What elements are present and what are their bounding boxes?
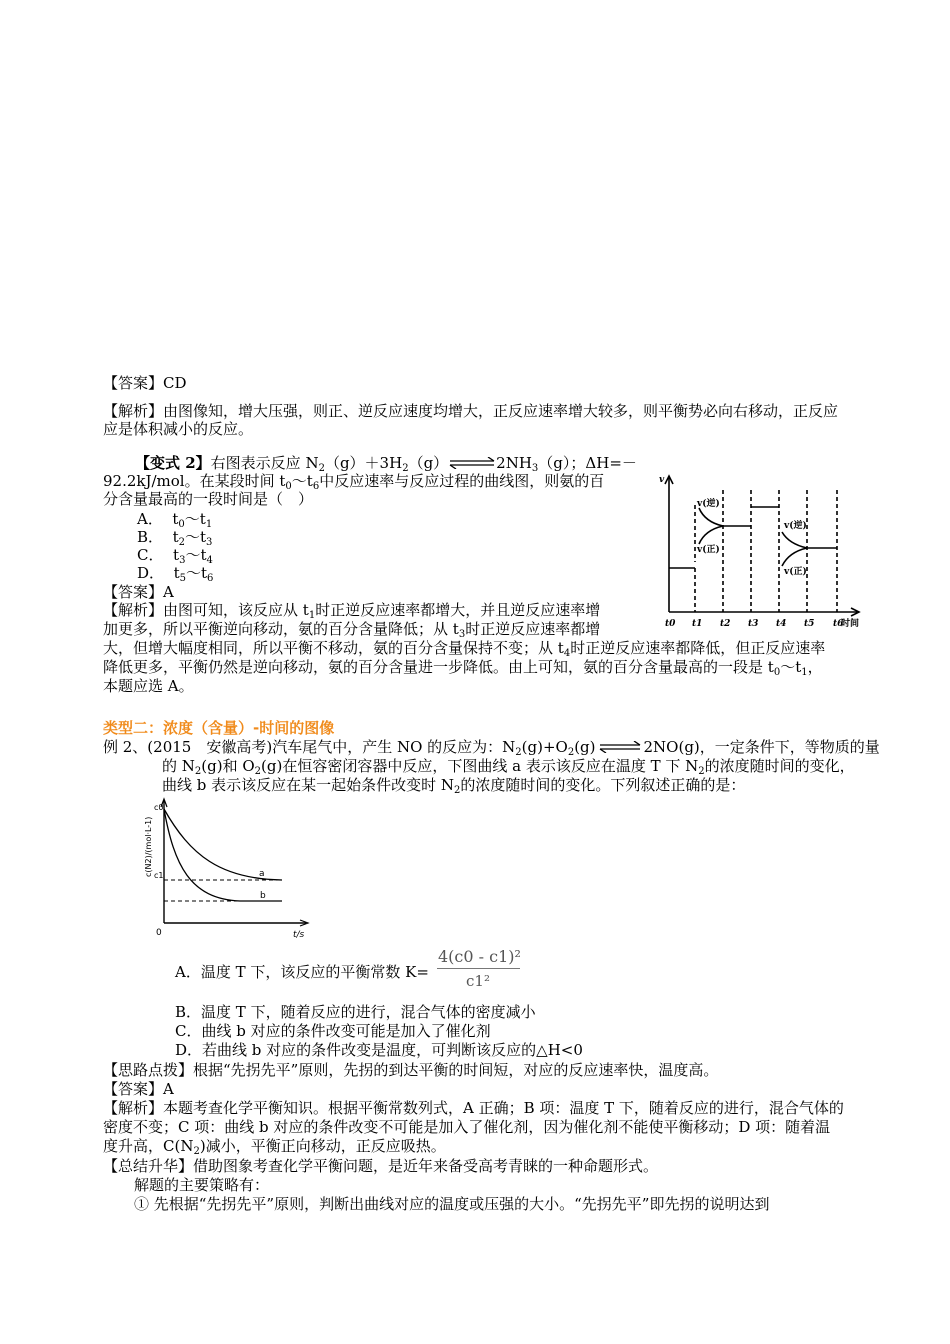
variant2-r4: （g）；ΔH=－: [538, 454, 637, 472]
analysis2-l2: 密度不变；C 项：曲线 b 对应的条件改变不可能是加入了催化剂，因为催化剂不能使平衡移动；D 项：随着温: [103, 1118, 831, 1136]
ex2-l1c: (g): [574, 738, 596, 756]
option2-b: B．温度 T 下，随着反应的进行，混合气体的密度减小: [175, 1003, 536, 1021]
variant2-r2: （g）: [408, 454, 449, 472]
ex2-l1d: 2NO(g)，一定条件下，等物质的量: [643, 738, 880, 756]
variant2-question: 分含量最高的一段时间是（ ）: [103, 490, 314, 508]
option-d: [137, 564, 213, 582]
v2-an-l2b: 时正逆反应速率都增: [465, 620, 601, 638]
label-v-reverse-2: v(逆): [784, 521, 807, 531]
summary-l3: ① 先根据“先拐先平”原则，判断出曲线对应的温度或压强的大小。“先拐先平”即先拐的说明达到: [134, 1195, 770, 1213]
label-v-reverse-1: v(逆): [697, 499, 720, 509]
tick-t3: t3: [748, 619, 759, 629]
summary-l1: 【总结升华】借助图象考查化学平衡问题，是近年来备受高考青睐的一种命题形式。: [103, 1157, 659, 1175]
option-b-sub1: 2: [178, 537, 185, 548]
ex2-l1b: (g)+O: [521, 738, 568, 756]
chart2-origin: 0: [156, 928, 162, 938]
option-a-sub1: 0: [178, 519, 185, 530]
v2-an-l1b: 时正逆反应速率都增大，并且逆反应速率增: [315, 601, 601, 619]
chart2-c1-label: c1: [154, 871, 164, 880]
option-c-letter: C．: [137, 546, 164, 564]
example2-line2: 的 $N_2(g)$和 $O_2(g)$在恒容密闭容器中反应，下图曲线 a 表示该反应在温度 T 下 $N_2$的浓度随时间的变化，: [162, 757, 855, 777]
option-d-mid: ～t: [185, 564, 208, 582]
variant2-answer: 【答案】A: [103, 583, 174, 601]
ex2-l2c: (g)在恒容密闭容器中反应，下图曲线 a 表示该反应在温度 T 下 N: [261, 757, 699, 775]
option-b-letter: B．: [137, 528, 164, 546]
variant2-analysis-l1: 【解析】由图可知，该反应从 $t_1$时正逆反应速率都增大，并且逆反应速率增: [103, 601, 601, 621]
option-c-t: t: [173, 546, 180, 564]
tip-line: 【思路点拨】根据“先拐先平”原则，先拐的到达平衡的时间短，对应的反应速率快，温度高。: [103, 1061, 719, 1079]
summary-l2: 解题的主要策略有：: [134, 1176, 270, 1194]
ex2-l2a: 的 N: [162, 757, 195, 775]
tick-t5: t5: [804, 619, 815, 629]
analysis2-l3: 度升高，$C(N_2)$减小，平衡正向移动，正反应吸热。: [103, 1137, 446, 1157]
variant2-analysis-l3: 大，但增大幅度相同，所以平衡不移动，氨的百分含量保持不变；从 $t_4$时正逆反应速率都降低，但正反应速率: [103, 639, 826, 659]
v2-an-l4a: 降低更多，平衡仍然是逆向移动，氨的百分含量进一步降低。由上可知，氨的百分含量最高的一段是 t: [103, 658, 774, 676]
option-d-letter: D．: [137, 564, 165, 582]
tick-t1: t1: [692, 619, 703, 629]
tick-t6: t6: [833, 619, 844, 629]
variant2-analysis-l2: 加更多，所以平衡逆向移动，氨的百分含量降低；从 $t_3$时正逆反应速率都增: [103, 620, 601, 640]
equilibrium-arrow-icon: [596, 739, 644, 757]
variant2-intro: 右图表示反应 N: [210, 454, 319, 472]
option-a: [137, 510, 212, 528]
option-b-sub2: 3: [206, 537, 213, 548]
option-a-mid: ～t: [184, 510, 206, 528]
ex2-l3a: 曲线 b 表示该反应在某一起始条件改变时 N: [162, 776, 455, 794]
curve-b-label: b: [260, 891, 266, 901]
chart1-y-label: v: [659, 475, 665, 485]
ex2-l1a: 例 2、(2015 安徽高考)汽车尾气中，产生 NO 的反应为：N: [103, 738, 516, 756]
chart2-x-label: t/s: [293, 930, 305, 940]
ex2-l2d: 的浓度随时间的变化，: [704, 757, 855, 775]
option-c-sub2: 4: [206, 555, 213, 566]
tick-t2: t2: [720, 619, 731, 629]
k-formula-numerator: 4(c0 - c1)²: [438, 947, 521, 966]
variant2-analysis-l4: 降低更多，平衡仍然是逆向移动，氨的百分含量进一步降低。由上可知，氨的百分含量最高的一段是 $t_0\sim t_1$，: [103, 658, 823, 678]
analysis2-l1: 【解析】本题考查化学平衡知识。根据平衡常数列式，A 正确；B 项：温度 T 下，随着反应的进行，混合气体的: [103, 1099, 844, 1117]
variant2-r1: （g）＋3H: [324, 454, 403, 472]
example2-line1: 例 2、(2015 安徽高考)汽车尾气中，产生 NO 的反应为：$N_2(g)+O_2(g)$ 2NO(g)，一定条件下，等物质的量: [103, 738, 880, 758]
option-c-sub1: 3: [179, 555, 186, 566]
option-b-mid: ～t: [184, 528, 207, 546]
analysis-1-line1: 【解析】由图像知，增大压强，则正、逆反应速度均增大，正反应速率增大较多，则平衡势必向右移动，正反应: [103, 402, 839, 420]
analysis-1-line2: 应是体积减小的反应。: [103, 420, 254, 438]
option-c: [137, 546, 213, 564]
label-v-forward-2: v(正): [784, 567, 807, 577]
variant2-line2-c: 中反应速率与反应过程的曲线图，则氨的百: [319, 472, 605, 490]
ex2-l3b: 的浓度随时间的变化。下列叙述正确的是：: [460, 776, 746, 794]
fraction-bar: [437, 968, 520, 969]
tick-t4: t4: [776, 619, 787, 629]
variant2-label: 【变式 2】: [135, 454, 211, 472]
tick-t0: t0: [665, 619, 676, 629]
chart2-c0-label: c0: [154, 803, 164, 812]
option-a-t: t: [172, 510, 179, 528]
option-d-sub1: 5: [179, 573, 186, 584]
variant2-line2: 92.2kJ/mol。在某段时间 $t_0\sim t_6$中反应速率与反应过程的曲线图，则氨的百: [103, 472, 605, 492]
option-c-mid: ～t: [185, 546, 207, 564]
section2-title: 类型二：浓度（含量）-时间的图像: [103, 719, 335, 737]
variant2-analysis-l5: 本题应选 A。: [103, 677, 194, 695]
rate-time-chart: [655, 470, 880, 630]
label-v-forward-1: v(正): [697, 545, 720, 555]
an2-l3b: )减小，平衡正向移动，正反应吸热。: [199, 1137, 446, 1155]
concentration-time-chart: [130, 795, 320, 945]
curve-a-label: a: [259, 869, 265, 879]
ex2-l2b: (g)和 O: [201, 757, 255, 775]
option-a-letter: A．: [137, 510, 163, 528]
an2-l3a: 度升高，C(N: [103, 1137, 194, 1155]
option-d-sub2: 6: [207, 573, 214, 584]
option2-a: A．温度 T 下，该反应的平衡常数 K=: [175, 963, 429, 981]
variant2-line2-b: ～t: [291, 472, 313, 490]
option2-d: D．若曲线 b 对应的条件改变是温度，可判断该反应的△H<0: [175, 1041, 583, 1059]
variant2-line2-a: 92.2kJ/mol。在某段时间 t: [103, 472, 286, 490]
v2-an-l3a: 大，但增大幅度相同，所以平衡不移动，氨的百分含量保持不变；从 t: [103, 639, 564, 657]
option-b-t: t: [172, 528, 179, 546]
option2-c: C．曲线 b 对应的条件改变可能是加入了催化剂: [175, 1022, 491, 1040]
v2-an-l4b: ～t: [780, 658, 802, 676]
k-formula-denominator: c1²: [466, 972, 490, 990]
option-d-t: t: [173, 564, 180, 582]
equilibrium-arrow-icon: [448, 455, 496, 473]
chart2-y-label: c(N2)/(mol·L-1): [144, 816, 153, 877]
v2-an-l1a: 【解析】由图可知，该反应从 t: [103, 601, 309, 619]
variant2-line1: 【变式 2】右图表示反应 $N_2(g)+3H_2(g)$ $2NH_3(g)$；ΔH=－: [135, 454, 637, 474]
option-a-sub2: 1: [205, 519, 213, 530]
option-b: [137, 528, 212, 546]
answer2: 【答案】A: [103, 1080, 174, 1098]
v2-an-l3b: 时正逆反应速率都降低，但正反应速率: [570, 639, 826, 657]
v2-an-l2a: 加更多，所以平衡逆向移动，氨的百分含量降低；从 t: [103, 620, 459, 638]
example2-line3: 曲线 b 表示该反应在某一起始条件改变时 $N_2$的浓度随时间的变化。下列叙述正确的是：: [162, 776, 746, 796]
variant2-r3: 2NH: [496, 454, 532, 472]
answer-cd: 【答案】CD: [103, 374, 187, 392]
chart1-x-label: 时间: [841, 619, 860, 629]
